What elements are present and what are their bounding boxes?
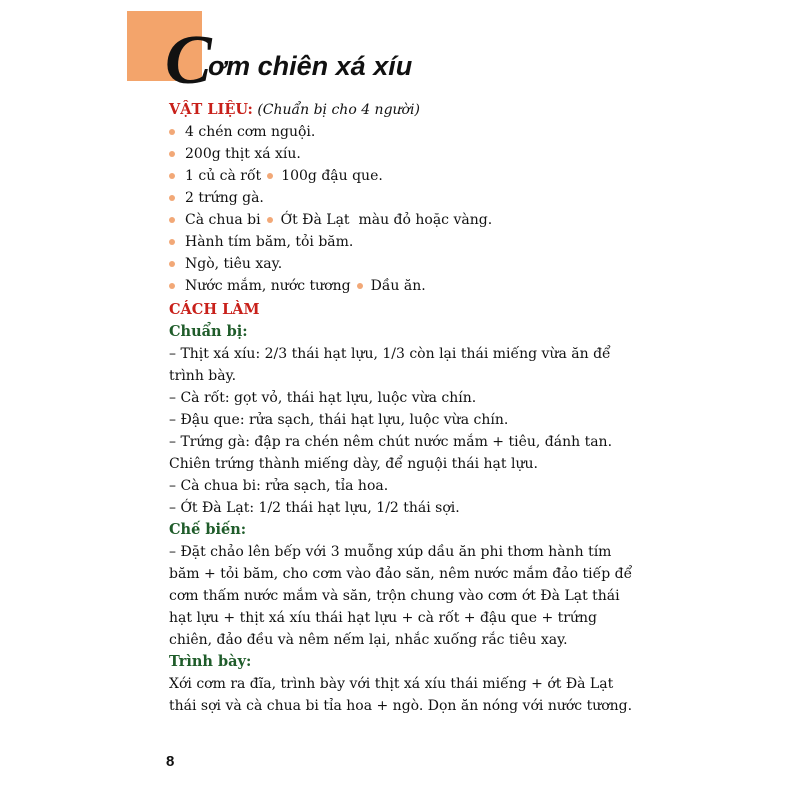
title-initial-letter: C bbox=[165, 22, 212, 99]
bullet-icon bbox=[267, 173, 273, 179]
list-item: 2 trứng gà. bbox=[169, 187, 639, 209]
bullet-icon bbox=[169, 239, 175, 245]
cook-heading: Chế biến: bbox=[169, 521, 247, 538]
prep-step: – Cà rốt: gọt vỏ, thái hạt lựu, luộc vừa chín. bbox=[169, 390, 477, 406]
bullet-icon bbox=[169, 151, 175, 157]
prep-step: – Cà chua bi: rửa sạch, tỉa hoa. bbox=[169, 478, 389, 494]
list-item: 4 chén cơm nguội. bbox=[169, 121, 639, 143]
list-item: 200g thịt xá xíu. bbox=[169, 143, 639, 165]
prep-step: – Đậu que: rửa sạch, thái hạt lựu, luộc vừa chín. bbox=[169, 412, 509, 428]
method-heading: CÁCH LÀM bbox=[169, 301, 260, 318]
page-title: ơm chiên xá xíu bbox=[208, 51, 413, 81]
list-item: Nước mắm, nước tương Dầu ăn. bbox=[169, 275, 639, 297]
servings-note: (Chuẩn bị cho 4 người) bbox=[257, 102, 420, 118]
bullet-icon bbox=[169, 217, 175, 223]
bullet-icon bbox=[169, 261, 175, 267]
prep-step: – Thịt xá xíu: 2/3 thái hạt lựu, 1/3 còn lại thái miếng vừa ăn để trình bày. bbox=[169, 346, 611, 384]
recipe-content bbox=[169, 99, 639, 717]
prep-step: – Ớt Đà Lạt: 1/2 thái hạt lựu, 1/2 thái sợi. bbox=[169, 500, 460, 516]
serve-text: Xới cơm ra đĩa, trình bày với thịt xá xíu thái miếng + ớt Đà Lạt thái sợi và cà chua bi tỉa hoa + ngò. Dọn ăn nóng với nước tương. bbox=[169, 676, 633, 714]
bullet-icon bbox=[169, 173, 175, 179]
page-number: 8 bbox=[166, 753, 175, 770]
ingredients-heading-row bbox=[169, 99, 639, 121]
bullet-icon bbox=[169, 129, 175, 135]
list-item: Ngò, tiêu xay. bbox=[169, 253, 639, 275]
ingredients-heading: VẬT LIỆU: bbox=[169, 101, 253, 118]
bullet-icon bbox=[169, 283, 175, 289]
bullet-icon bbox=[169, 195, 175, 201]
bullet-icon bbox=[267, 217, 273, 223]
prep-heading: Chuẩn bị: bbox=[169, 323, 248, 340]
list-item: Hành tím băm, tỏi băm. bbox=[169, 231, 639, 253]
cook-text: – Đặt chảo lên bếp với 3 muỗng xúp dầu ăn phi thơm hành tím băm + tỏi băm, cho cơm vào đảo săn, nêm nước mắm đảo tiếp để cơm thấm nước mắm và săn, trộn chung vào cơm ớt Đà Lạt thái hạt lựu + thịt xá xíu thái hạt lựu + cà rốt + đậu que + trứng chiên, đảo đều và nêm nếm lại, nhắc xuống rắc tiêu xay. bbox=[169, 544, 633, 648]
prep-step: – Trứng gà: đập ra chén nêm chút nước mắm + tiêu, đánh tan. Chiên trứng thành miếng dày, để nguội thái hạt lựu. bbox=[169, 434, 613, 472]
ingredients-list bbox=[169, 121, 639, 297]
serve-heading: Trình bày: bbox=[169, 653, 252, 670]
list-item: 1 củ cà rốt 100g đậu que. bbox=[169, 165, 639, 187]
bullet-icon bbox=[357, 283, 363, 289]
list-item: Cà chua bi Ớt Đà Lạt màu đỏ hoặc vàng. bbox=[169, 209, 639, 231]
